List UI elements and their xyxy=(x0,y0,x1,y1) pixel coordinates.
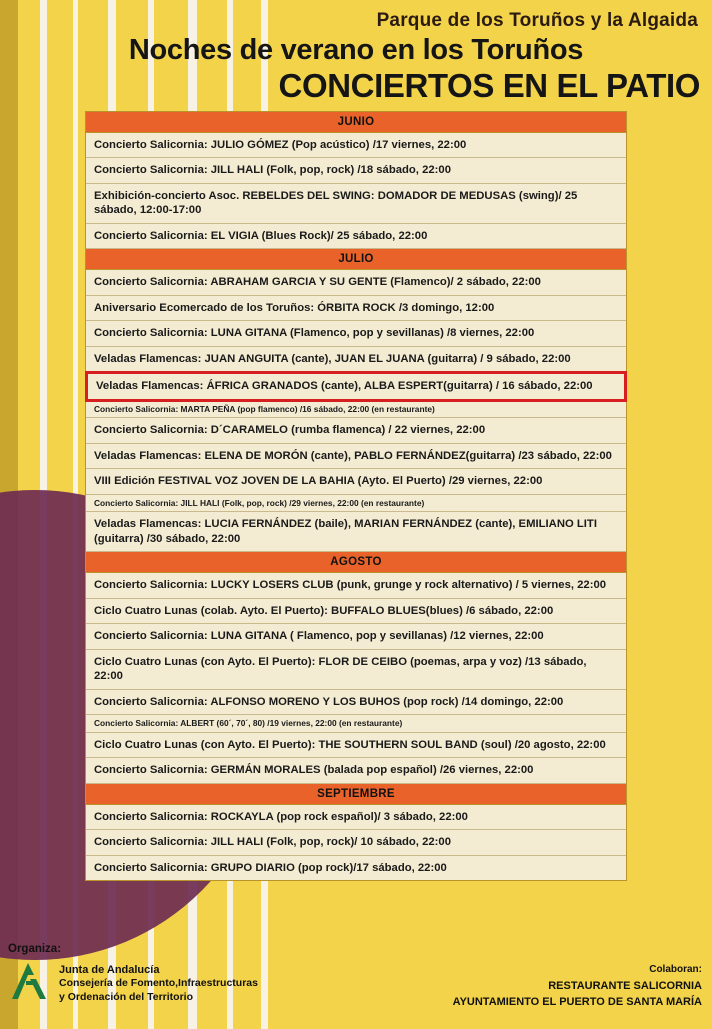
event-row: Concierto Salicornia: JILL HALI (Folk, pop, rock) /29 viernes, 22:00 (en restaurante) xyxy=(86,495,626,513)
poster-footer xyxy=(0,933,712,1029)
event-row: Exhibición-concierto Asoc. REBELDES DEL SWING: DOMADOR DE MEDUSAS (swing)/ 25 sábado, 12:00-17:00 xyxy=(86,184,626,224)
event-row: Veladas Flamencas: ELENA DE MORÓN (cante), PABLO FERNÁNDEZ(guitarra) /23 sábado, 22:00 xyxy=(86,444,626,469)
event-row: Concierto Salicornia: LUNA GITANA (Flamenco, pop y sevillanas) /8 viernes, 22:00 xyxy=(86,321,626,346)
colaboran-line-1: RESTAURANTE SALICORNIA xyxy=(548,980,702,993)
event-row: Concierto Salicornia: JILL HALI (Folk, pop, rock)/ 10 sábado, 22:00 xyxy=(86,830,626,855)
event-row: Concierto Salicornia: JILL HALI (Folk, pop, rock) /18 sábado, 22:00 xyxy=(86,158,626,183)
event-row: Concierto Salicornia: GERMÁN MORALES (balada pop español) /26 viernes, 22:00 xyxy=(86,758,626,783)
event-row: Aniversario Ecomercado de los Toruños: ÓRBITA ROCK /3 domingo, 12:00 xyxy=(86,296,626,321)
event-row: Concierto Salicornia: EL VIGIA (Blues Rock)/ 25 sábado, 22:00 xyxy=(86,224,626,249)
month-header: JULIO xyxy=(86,249,626,270)
page-subtitle: CONCIERTOS EN EL PATIO xyxy=(278,67,700,104)
organiza-line-1: Junta de Andalucía xyxy=(59,963,160,976)
event-row: Ciclo Cuatro Lunas (con Ayto. El Puerto): FLOR DE CEIBO (poemas, arpa y voz) /13 sábado, 22:00 xyxy=(86,650,626,690)
colaboran-label: Colaboran: xyxy=(649,964,702,976)
event-row: Concierto Salicornia: LUCKY LOSERS CLUB (punk, grunge y rock alternativo) / 5 viernes, 22:00 xyxy=(86,573,626,598)
event-row: Concierto Salicornia: ROCKAYLA (pop rock español)/ 3 sábado, 22:00 xyxy=(86,805,626,830)
event-row: VIII Edición FESTIVAL VOZ JOVEN DE LA BAHIA (Ayto. El Puerto) /29 viernes, 22:00 xyxy=(86,469,626,494)
venue-name: Parque de los Toruños y la Algaida xyxy=(376,10,698,31)
event-row: Concierto Salicornia: D´CARAMELO (rumba flamenca) / 22 viernes, 22:00 xyxy=(86,418,626,443)
month-header: AGOSTO xyxy=(86,552,626,573)
organiza-line-3: y Ordenación del Territorio xyxy=(59,991,193,1004)
event-row: Concierto Salicornia: LUNA GITANA ( Flamenco, pop y sevillanas) /12 viernes, 22:00 xyxy=(86,624,626,649)
poster-header xyxy=(0,0,712,105)
month-header: JUNIO xyxy=(86,112,626,133)
organiza-lines xyxy=(59,959,258,1005)
organiza-line-2: Consejería de Fomento,Infraestructuras xyxy=(59,977,258,990)
junta-andalucia-logo-icon xyxy=(8,959,52,1003)
event-row-highlighted: Veladas Flamencas: ÁFRICA GRANADOS (cante), ALBA ESPERT(guitarra) / 16 sábado, 22:00 xyxy=(85,371,627,401)
event-row: Concierto Salicornia: ALBERT (60´, 70´, 80) /19 viernes, 22:00 (en restaurante) xyxy=(86,715,626,733)
colaboran-line-2: AYUNTAMIENTO EL PUERTO DE SANTA MARÍA xyxy=(452,996,702,1009)
event-row: Concierto Salicornia: ALFONSO MORENO Y LOS BUHOS (pop rock) /14 domingo, 22:00 xyxy=(86,690,626,715)
page-title: Noches de verano en los Toruños xyxy=(128,34,584,66)
event-row: Concierto Salicornia: MARTA PEÑA (pop flamenco) /16 sábado, 22:00 (en restaurante) xyxy=(86,401,626,419)
organiza-block xyxy=(8,943,338,1005)
event-row: Concierto Salicornia: GRUPO DIARIO (pop rock)/17 sábado, 22:00 xyxy=(86,856,626,880)
event-row: Veladas Flamencas: JUAN ANGUITA (cante), JUAN EL JUANA (guitarra) / 9 sábado, 22:00 xyxy=(86,347,626,372)
event-row: Concierto Salicornia: JULIO GÓMEZ (Pop acústico) /17 viernes, 22:00 xyxy=(86,133,626,158)
organiza-label: Organiza: xyxy=(8,942,62,955)
event-row: Ciclo Cuatro Lunas (con Ayto. El Puerto): THE SOUTHERN SOUL BAND (soul) /20 agosto, 22:00 xyxy=(86,733,626,758)
event-row: Veladas Flamencas: LUCIA FERNÁNDEZ (baile), MARIAN FERNÁNDEZ (cante), EMILIANO LITI (guitarra) /30 sábado, 22:00 xyxy=(86,512,626,552)
event-row: Ciclo Cuatro Lunas (colab. Ayto. El Puerto): BUFFALO BLUES(blues) /6 sábado, 22:00 xyxy=(86,599,626,624)
colaboran-block xyxy=(453,964,702,1011)
month-header: SEPTIEMBRE xyxy=(86,784,626,805)
event-row: Concierto Salicornia: ABRAHAM GARCIA Y SU GENTE (Flamenco)/ 2 sábado, 22:00 xyxy=(86,270,626,295)
schedule-table xyxy=(85,111,627,881)
